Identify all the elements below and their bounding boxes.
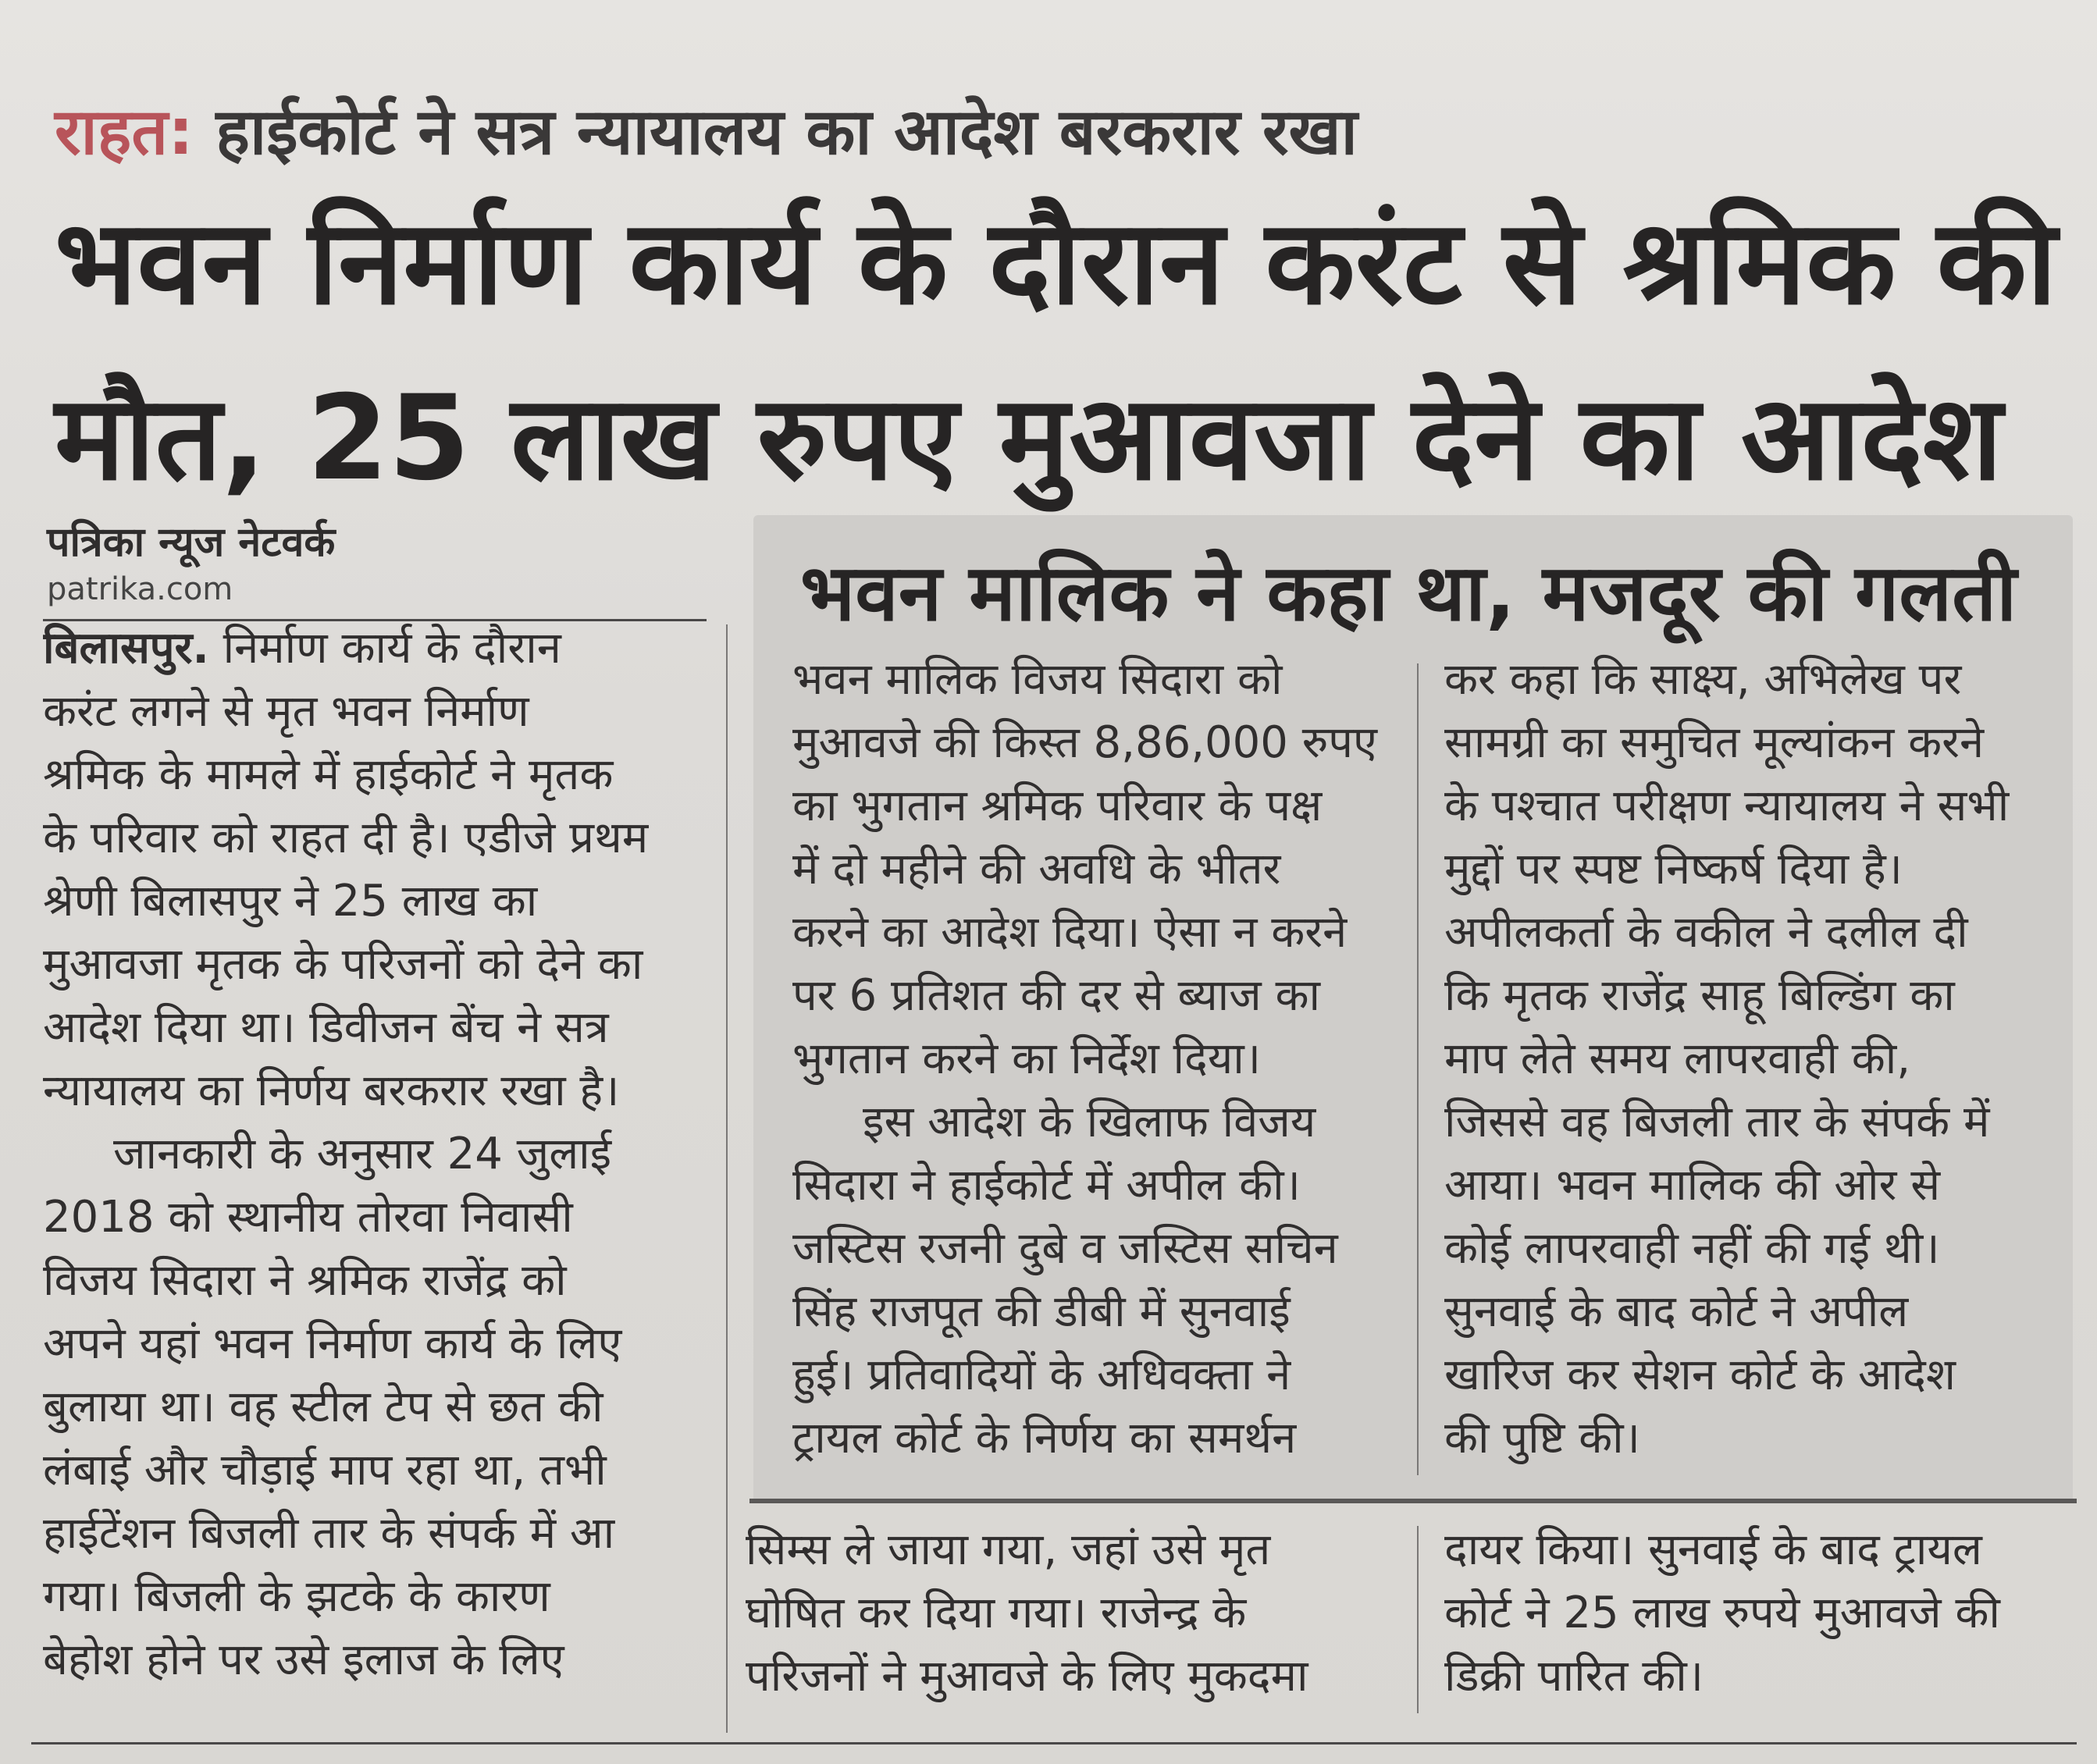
column-line: डिक्री पारित की।: [1444, 1651, 1704, 1702]
column-line: की पुष्टि की।: [1444, 1413, 1640, 1463]
article-column-1: [43, 617, 707, 1691]
column-line: मुआवजे की किस्त 8,86,000 रुपए: [792, 717, 1377, 768]
column-line: श्रेणी बिलासपुर ने 25 लाख का: [43, 876, 538, 926]
column-line: कोई लापरवाही नहीं की गई थी।: [1444, 1223, 1940, 1274]
box-column-left: [792, 648, 1394, 1470]
column-line: सामग्री का समुचित मूल्यांकन करने: [1444, 717, 1985, 768]
column-line: जानकारी के अनुसार 24 जुलाई: [113, 1129, 612, 1179]
column-line: करने का आदेश दिया। ऐसा न करने: [792, 907, 1348, 958]
column-line: बुलाया था। वह स्टील टेप से छत की: [43, 1382, 603, 1432]
column-line: परिजनों ने मुआवजे के लिए मुकदमा: [746, 1651, 1308, 1702]
column-divider: [726, 624, 728, 1733]
column-line: के पश्चात परीक्षण न्यायालय ने सभी: [1444, 781, 2010, 831]
box-column-right: [1444, 648, 2045, 1470]
column-line: कर कहा कि साक्ष्य, अभिलेख पर: [1444, 654, 1962, 705]
column-line: न्यायालय का निर्णय बरकरार रखा है।: [43, 1065, 620, 1116]
column-line: लंबाई और चौड़ाई माप रहा था, तभी: [43, 1445, 607, 1495]
column-line: सिम्स ले जाया गया, जहां उसे मृत: [746, 1524, 1271, 1575]
column-line: कि मृतक राजेंद्र साहू बिल्डिंग का: [1444, 970, 1955, 1021]
site-url: patrika.com: [47, 571, 233, 607]
dateline: बिलासपुर.: [43, 623, 209, 674]
column-line: दायर किया। सुनवाई के बाद ट्रायल: [1444, 1524, 1982, 1575]
column-line: सुनवाई के बाद कोर्ट ने अपील: [1444, 1286, 1909, 1337]
column-line: अपीलकर्ता के वकील ने दलील दी: [1444, 907, 1968, 958]
column-line-text: निर्माण कार्य के दौरान: [208, 623, 561, 674]
column-line: कोर्ट ने 25 लाख रुपये मुआवजे की: [1444, 1588, 2000, 1638]
column-line: आया। भवन मालिक की ओर से: [1444, 1160, 1941, 1211]
column-line: विजय सिदारा ने श्रमिक राजेंद्र को: [43, 1255, 567, 1306]
column-line: 2018 को स्थानीय तोरवा निवासी: [43, 1192, 573, 1243]
column-line: भवन मालिक विजय सिदारा को: [792, 654, 1283, 705]
kicker: [55, 86, 1358, 180]
column-line: भुगतान करने का निर्देश दिया।: [792, 1033, 1261, 1084]
byline: पत्रिका न्यूज नेटवर्क: [47, 519, 336, 566]
article-column-4: [746, 1518, 1394, 1708]
column-line: सिदारा ने हाईकोर्ट में अपील की।: [792, 1160, 1301, 1211]
box-column-divider: [1417, 663, 1419, 1475]
column-line: जिससे वह बिजली तार के संपर्क में: [1444, 1097, 1990, 1147]
column-line: में दो महीने की अवधि के भीतर: [792, 844, 1281, 894]
column-line: ट्रायल कोर्ट के निर्णय का समर्थन: [792, 1413, 1297, 1463]
kicker-label: राहत: [55, 95, 169, 169]
bottom-rule: [31, 1742, 2077, 1744]
column-line: माप लेते समय लापरवाही की,: [1444, 1033, 1911, 1084]
column-divider: [1417, 1526, 1419, 1713]
column-line: घोषित कर दिया गया। राजेन्द्र के: [746, 1588, 1247, 1638]
column-line: इस आदेश के खिलाफ विजय: [863, 1097, 1316, 1147]
column-line: अपने यहां भवन निर्माण कार्य के लिए: [43, 1318, 622, 1369]
box-bottom-rule: [749, 1499, 2077, 1503]
column-line: आदेश दिया था। डिवीजन बेंच ने सत्र: [43, 1002, 609, 1053]
column-line: हुई। प्रतिवादियों के अधिवक्ता ने: [792, 1350, 1291, 1400]
column-line: सिंह राजपूत की डीबी में सुनवाई: [792, 1286, 1291, 1337]
box-title: भवन मालिक ने कहा था, मजदूर की गलती: [800, 547, 2017, 638]
headline-line-1: भवन निर्माण कार्य के दौरान करंट से श्रमिक की: [55, 195, 2057, 331]
article-column-5: [1444, 1518, 2069, 1708]
kicker-separator: :: [168, 95, 194, 169]
column-line: पर 6 प्रतिशत की दर से ब्याज का: [792, 970, 1321, 1021]
kicker-text: हाईकोर्ट ने सत्र न्यायालय का आदेश बरकरार रखा: [215, 95, 1358, 169]
column-line: के परिवार को राहत दी है। एडीजे प्रथम: [43, 813, 649, 863]
column-line: करंट लगने से मृत भवन निर्माण: [43, 686, 529, 737]
column-line: खारिज कर सेशन कोर्ट के आदेश: [1444, 1350, 1956, 1400]
column-line: बेहोश होने पर उसे इलाज के लिए: [43, 1634, 564, 1685]
column-line: जस्टिस रजनी दुबे व जस्टिस सचिन: [792, 1223, 1338, 1274]
headline: [55, 176, 2057, 527]
column-line: [43, 617, 707, 680]
column-line: का भुगतान श्रमिक परिवार के पक्ष: [792, 781, 1323, 831]
column-line: हाईटेंशन बिजली तार के संपर्क में आ: [43, 1508, 615, 1559]
headline-line-2: मौत, 25 लाख रुपए मुआवजा देने का आदेश: [55, 371, 2003, 507]
column-line: मुद्दों पर स्पष्ट निष्कर्ष दिया है।: [1444, 844, 1903, 894]
column-line: गया। बिजली के झटके के कारण: [43, 1571, 550, 1622]
column-line: श्रमिक के मामले में हाईकोर्ट ने मृतक: [43, 749, 614, 800]
column-line: मुआवजा मृतक के परिजनों को देने का: [43, 939, 643, 990]
